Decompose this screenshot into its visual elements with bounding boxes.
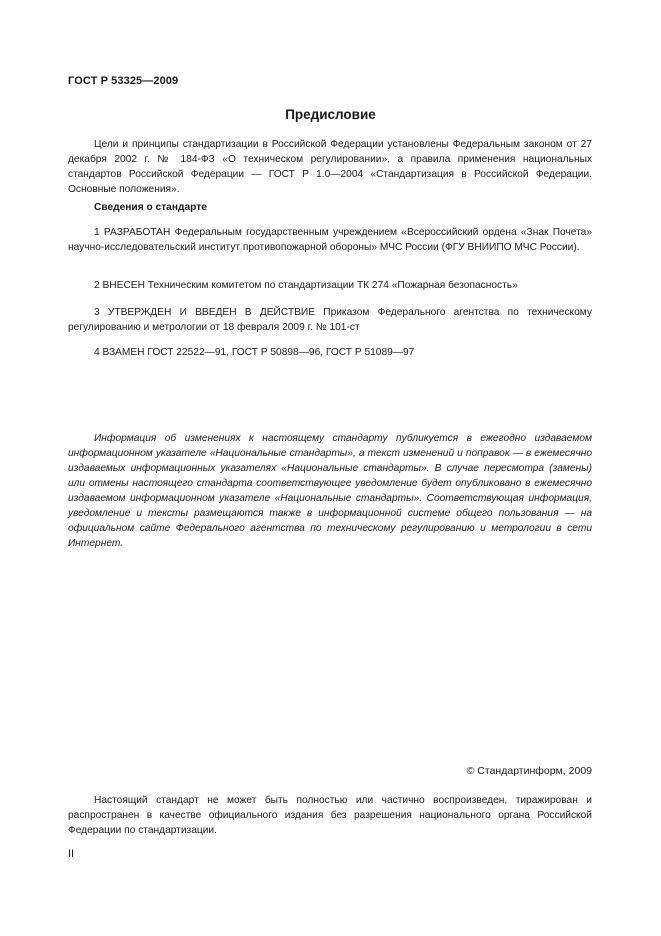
info-heading-section: [68, 200, 592, 215]
rights-paragraph: Настоящий стандарт не может быть полностью или частично воспроизведен, тиражирован и распространен в качестве официального издания без разрешения национального органа Российской Федерации по стандартизации.: [68, 795, 592, 836]
document-code-header: ГОСТ Р 53325—2009: [68, 75, 179, 87]
intro-paragraph: Цели и принципы стандартизации в Российской Федерации установлены Федеральным законом от 27 декабря 2002 г. № 184-ФЗ «О техническом регулировании», а правила применения национальных стандартов Российской Федерации — ГОСТ Р 1.0—2004 «Стандартизация в Российской Федерации. Основные положения».: [68, 139, 592, 195]
item-approved: 3 УТВЕРЖДЕН И ВВЕДЕН В ДЕЙСТВИЕ Приказом Федерального агентства по техническому регулированию и метрологии от 18 февраля 2009 г. № 101-ст: [68, 307, 592, 333]
item-1-section: [68, 225, 592, 255]
item-2-section: [68, 278, 592, 293]
info-heading: Сведения о стандарте: [94, 202, 207, 213]
rights-section: [68, 793, 592, 838]
notice-paragraph: Информация об изменениях к настоящему стандарту публикуется в ежегодно издаваемом информационном указателе «Национальные стандарты», а текст изменений и поправок — в ежемесячно издаваемых информационных указателях «Национальные стандарты». В случае пересмотра (замены) или отмены настоящего стандарта соответствующее уведомление будет опубликовано в ежемесячно издаваемом информационном указателе «Национальные стандарты». Соответствующая информация, уведомление и тексты размещаются также в информационной системе общего пользования — на официальном сайте Федерального агентства по техническому регулированию и метрологии в сети Интернет.: [68, 433, 592, 549]
item-4-section: [68, 345, 592, 360]
page-title: Предисловие: [285, 107, 376, 122]
item-3-section: [68, 305, 592, 335]
page-number: II: [68, 848, 75, 860]
copyright-notice: © Стандартинформ, 2009: [466, 765, 592, 777]
item-replaces: 4 ВЗАМЕН ГОСТ 22522—91, ГОСТ Р 50898—96, ГОСТ Р 51089—97: [94, 347, 415, 358]
item-developed: 1 РАЗРАБОТАН Федеральным государственным учреждением «Всероссийский ордена «Знак Почета» научно-исследовательский институт противопожарной обороны» МЧС России (ФГУ ВНИИПО МЧС России).: [68, 227, 592, 253]
intro-section: [68, 137, 592, 197]
notice-section: [68, 431, 592, 551]
item-introduced: 2 ВНЕСЕН Техническим комитетом по стандартизации ТК 274 «Пожарная безопасность»: [94, 280, 518, 291]
